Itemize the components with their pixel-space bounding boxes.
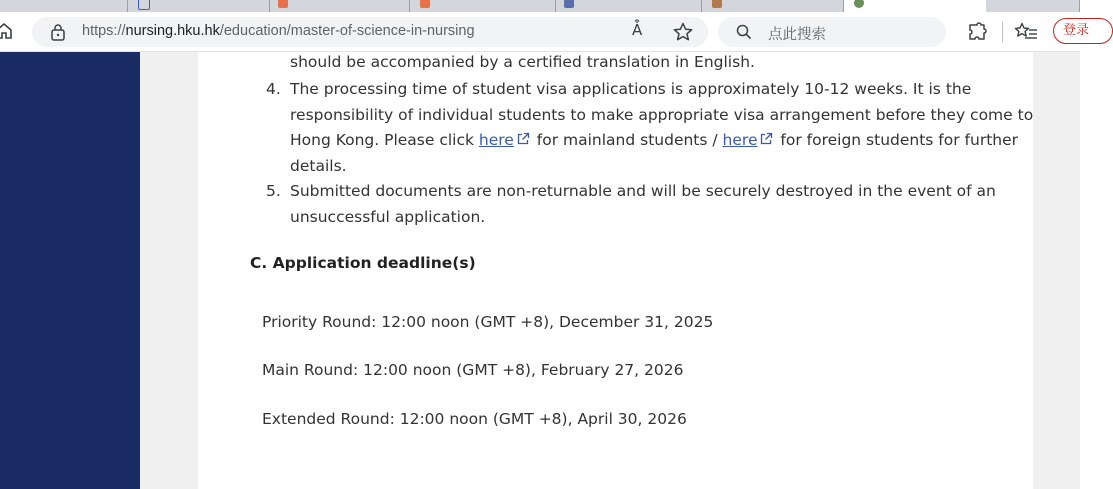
deadline-extended-round: Extended Round: 12:00 noon (GMT +8), April 30, 2026: [262, 410, 687, 428]
note-item5-line: unsuccessful application.: [290, 208, 486, 226]
star-icon[interactable]: [672, 21, 694, 43]
extensions-icon[interactable]: [966, 21, 988, 43]
browser-tab[interactable]: [128, 0, 270, 12]
note-item5-line: Submitted documents are non-returnable and will be securely destroyed in the event of an: [290, 182, 996, 200]
browser-tab[interactable]: [556, 0, 702, 12]
browser-tab[interactable]: [0, 0, 128, 12]
external-link-icon[interactable]: [759, 132, 773, 146]
tab-favicon-icon: [564, 0, 574, 8]
tab-favicon-icon: [278, 0, 288, 8]
deadline-main-round: Main Round: 12:00 noon (GMT +8), February 27, 2026: [262, 361, 684, 379]
address-bar[interactable]: [32, 17, 708, 47]
section-heading: C. Application deadline(s): [250, 254, 476, 272]
lock-icon[interactable]: [50, 23, 66, 41]
browser-tab[interactable]: [270, 0, 410, 12]
home-icon[interactable]: [0, 21, 14, 41]
sidebar-panel: [0, 52, 140, 489]
page-gutter-right: [1033, 52, 1080, 489]
browser-toolbar: [0, 12, 1090, 52]
tab-favicon-icon: [712, 0, 722, 8]
browser-tab[interactable]: [702, 0, 844, 12]
url-host: nursing.hku.hk: [125, 23, 220, 39]
note-item3-tail: should be accompanied by a certified translation in English.: [290, 53, 755, 71]
url-path: /education/master-of-science-in-nursing: [219, 23, 475, 39]
page-gutter-left: [140, 52, 198, 489]
tab-favicon-icon: [420, 0, 430, 8]
note-text: for foreign students for further: [775, 131, 1019, 149]
search-box[interactable]: [718, 17, 946, 47]
foreign-students-link[interactable]: here: [722, 131, 758, 149]
deadline-priority-round: Priority Round: 12:00 noon (GMT +8), December 31, 2025: [262, 313, 714, 331]
favorites-icon[interactable]: [1014, 21, 1038, 43]
search-placeholder: 点此搜索: [768, 27, 826, 43]
note-item4-line: details.: [290, 157, 347, 175]
browser-tab-active[interactable]: [844, 0, 986, 12]
mainland-students-link[interactable]: here: [478, 131, 514, 149]
list-number: 5.: [266, 182, 281, 200]
list-number: 4.: [266, 80, 281, 98]
tab-favicon-icon: [854, 0, 864, 8]
browser-tab[interactable]: [410, 0, 556, 12]
note-item4-line: responsibility of individual students to make appropriate visa arrangement before they come to: [290, 106, 1034, 124]
note-item4-line: [290, 131, 1018, 149]
note-text: for mainland students /: [531, 131, 723, 149]
external-link-icon[interactable]: [516, 132, 530, 146]
tab-favicon-icon: [138, 0, 150, 10]
note-item4-line: The processing time of student visa applications is approximately 10-12 weeks. It is the: [290, 80, 972, 98]
search-icon: [736, 24, 752, 40]
tab-strip: [0, 0, 1080, 12]
browser-tab[interactable]: [986, 0, 1080, 12]
url-text[interactable]: [82, 23, 475, 39]
login-button[interactable]: 登录: [1053, 18, 1113, 44]
toolbar-divider: [1002, 22, 1003, 42]
read-aloud-icon[interactable]: A͒: [632, 21, 643, 39]
url-prefix: https://: [82, 23, 126, 39]
note-text: Hong Kong. Please click: [290, 131, 479, 149]
